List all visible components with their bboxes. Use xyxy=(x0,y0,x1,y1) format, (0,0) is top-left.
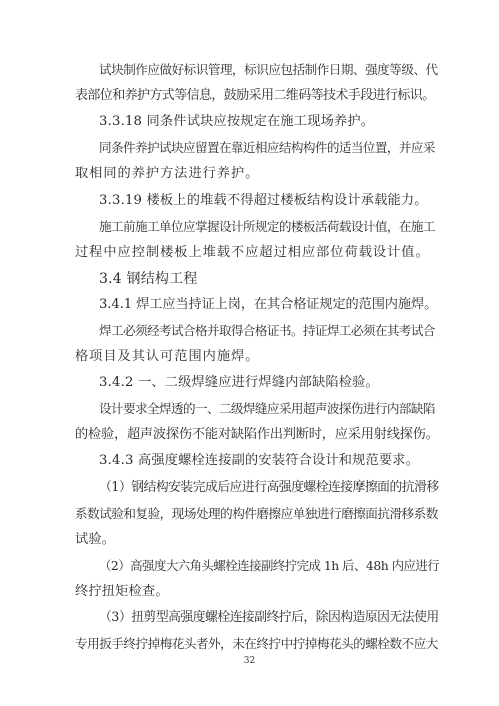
paragraph-line: 终拧扭矩检查。 xyxy=(75,583,169,599)
page-number: 32 xyxy=(243,656,256,666)
paragraph-line: 试块制作应做好标识管理，标识应包括制作日期、强度等级、代 xyxy=(99,62,438,77)
paragraph-line: 表部位和养护方式等信息，鼓励采用二维码等技术手段进行标识。 xyxy=(75,88,435,104)
paragraph-line: 的检验，超声波探伤不能对缺陷作出判断时，应采用射线探伤。 xyxy=(75,427,439,443)
paragraph-line: 焊工必须经考试合格并取得合格证书。持证焊工必须在其考试合 xyxy=(99,322,435,338)
list-item-1: （1）钢结构安装完成后应进行高强度螺栓连接摩擦面的抗滑移 xyxy=(99,479,439,495)
paragraph-line: 施工前施工单位应掌握设计所规定的楼板活荷载设计值，在施工 xyxy=(99,218,435,234)
clause-heading-3-4-1: 3.4.1 焊工应当持证上岗，在其合格证规定的范围内施焊。 xyxy=(99,296,438,312)
paragraph-line: 专用扳手终拧掉梅花头者外，未在终拧中拧掉梅花头的螺栓数不应大 xyxy=(75,636,438,651)
clause-heading-3-3-19: 3.3.19 楼板上的堆载不得超过楼板结构设计承载能力。 xyxy=(99,192,428,208)
clause-heading-3-3-18: 3.3.18 同条件试块应按规定在施工现场养护。 xyxy=(99,114,375,130)
paragraph-line: 系数试验和复验，现场处理的构件磨擦应单独进行磨擦面抗滑移系数 xyxy=(75,505,438,521)
paragraph-line: 取相同的养护方法进行养护。 xyxy=(75,166,260,182)
list-item-3: （3）扭剪型高强度螺栓连接副终拧后，除因构造原因无法使用 xyxy=(99,609,439,625)
paragraph-line: 试验。 xyxy=(75,531,116,547)
paragraph-line: 设计要求全焊透的一、二级焊缝应采用超声波探伤进行内部缺陷 xyxy=(99,401,435,417)
clause-heading-3-4-3: 3.4.3 高强度螺栓连接副的安装符合设计和规范要求。 xyxy=(99,453,420,469)
paragraph-line: 格项目及其认可范围内施焊。 xyxy=(75,349,260,364)
clause-heading-3-4-2: 3.4.2 一、二级焊缝应进行焊缝内部缺陷检验。 xyxy=(99,375,379,391)
paragraph-line: 过程中应控制楼板上堆载不应超过相应部位荷载设计值。 xyxy=(75,244,430,260)
paragraph-line: 同条件养护试块应留置在靠近相应结构构件的适当位置，并应采 xyxy=(99,140,435,156)
section-heading-3-4: 3.4 钢结构工程 xyxy=(99,270,198,287)
list-item-2: （2）高强度大六角头螺栓连接副终拧完成 1h 后、48h 内应进行 xyxy=(99,557,440,573)
